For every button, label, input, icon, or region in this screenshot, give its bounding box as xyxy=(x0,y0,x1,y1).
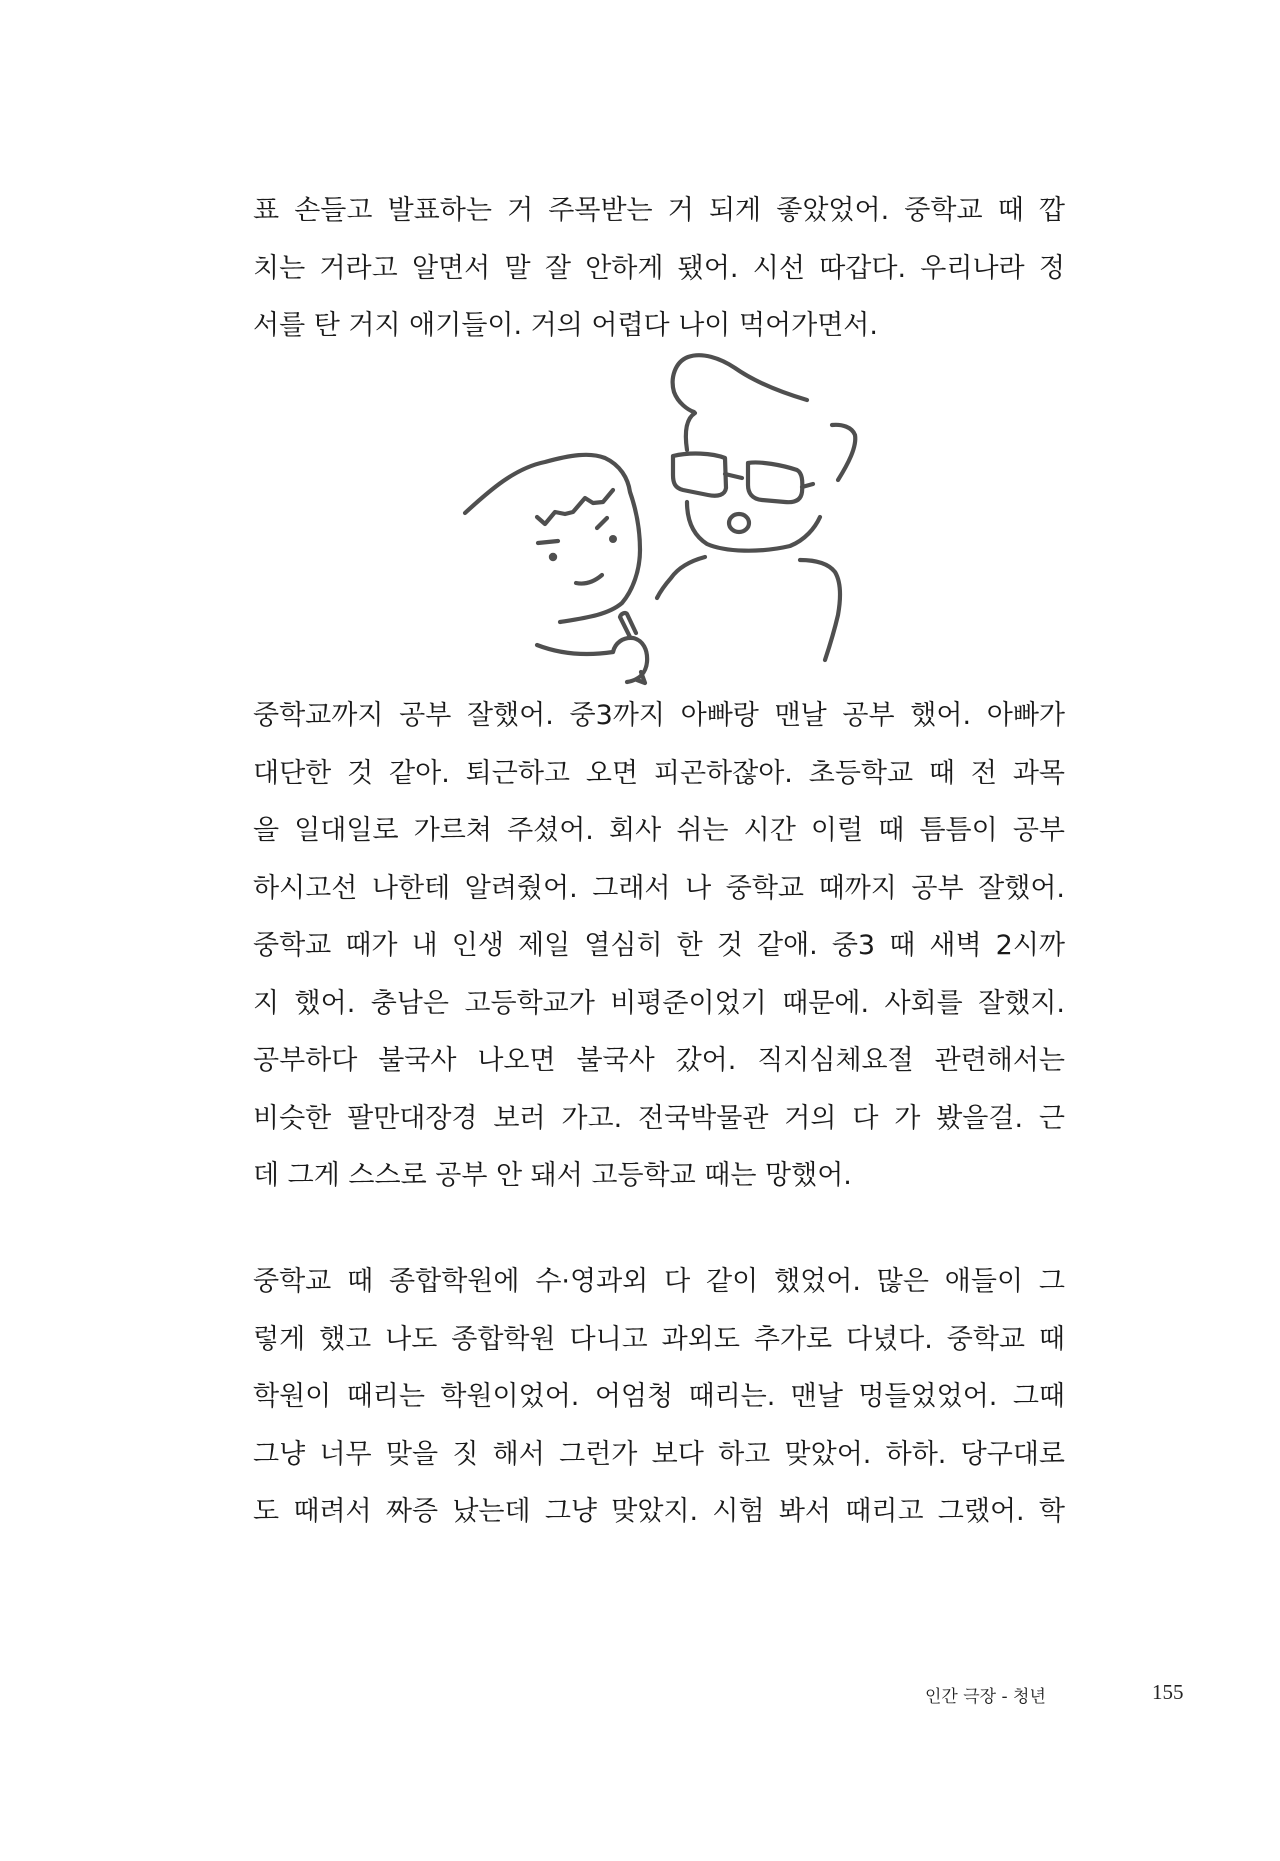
text-line: 그냥 너무 맞을 짓 해서 그런가 보다 하고 맞았어. 하하. 당구대로 xyxy=(253,1438,1065,1470)
text-line: 표 손들고 발표하는 거 주목받는 거 되게 좋았었어. 중학교 때 깝 xyxy=(253,195,1065,226)
text-line: 공부하다 불국사 나오면 불국사 갔어. 직지심체요절 관련해서는 xyxy=(253,1045,1065,1076)
text-line: 중학교까지 공부 잘했어. 중3까지 아빠랑 맨날 공부 했어. 아빠가 xyxy=(253,700,1065,731)
student-figure xyxy=(465,455,647,683)
text-line: 을 일대일로 가르쳐 주셨어. 회사 쉬는 시간 이럴 때 틈틈이 공부 xyxy=(253,815,1065,846)
text-line: 데 그게 스스로 공부 안 돼서 고등학교 때는 망했어. xyxy=(253,1160,852,1191)
father-figure xyxy=(657,355,855,660)
paragraph-3 xyxy=(253,1265,1065,1553)
text-line: 지 했어. 충남은 고등학교가 비평준이었기 때문에. 사회를 잘했지. xyxy=(253,987,1065,1019)
text-line: 하시고선 나한테 알려줬어. 그래서 나 중학교 때까지 공부 잘했어. xyxy=(253,872,1065,904)
paragraph-2 xyxy=(253,699,1065,1217)
text-line: 중학교 때 종합학원에 수·영과외 다 같이 했었어. 많은 애들이 그 xyxy=(253,1266,1065,1297)
paragraph-1 xyxy=(253,194,1065,367)
text-line: 비슷한 팔만대장경 보러 가고. 전국박물관 거의 다 가 봤을걸. 근 xyxy=(253,1102,1065,1134)
text-line: 대단한 것 같아. 퇴근하고 오면 피곤하잖아. 초등학교 때 전 과목 xyxy=(253,757,1065,789)
text-line: 도 때려서 짜증 났는데 그냥 맞았지. 시험 봐서 때리고 그랬어. 학 xyxy=(253,1496,1065,1527)
text-line: 서를 탄 거지 애기들이. 거의 어렵다 나이 먹어가면서. xyxy=(253,310,878,341)
page-number: 155 xyxy=(1152,1680,1184,1704)
text-line: 학원이 때리는 학원이었어. 어엄청 때리는. 맨날 멍들었었어. 그때 xyxy=(253,1381,1065,1412)
text-line: 치는 거라고 알면서 말 잘 안하게 됐어. 시선 따갑다. 우리나라 정 xyxy=(253,252,1065,284)
text-line: 렇게 했고 나도 종합학원 다니고 과외도 추가로 다녔다. 중학교 때 xyxy=(253,1323,1065,1355)
text-line: 중학교 때가 내 인생 제일 열심히 한 것 같애. 중3 때 새벽 2시까 xyxy=(253,930,1065,961)
running-footer-title: 인간 극장 - 청년 xyxy=(925,1687,1046,1707)
